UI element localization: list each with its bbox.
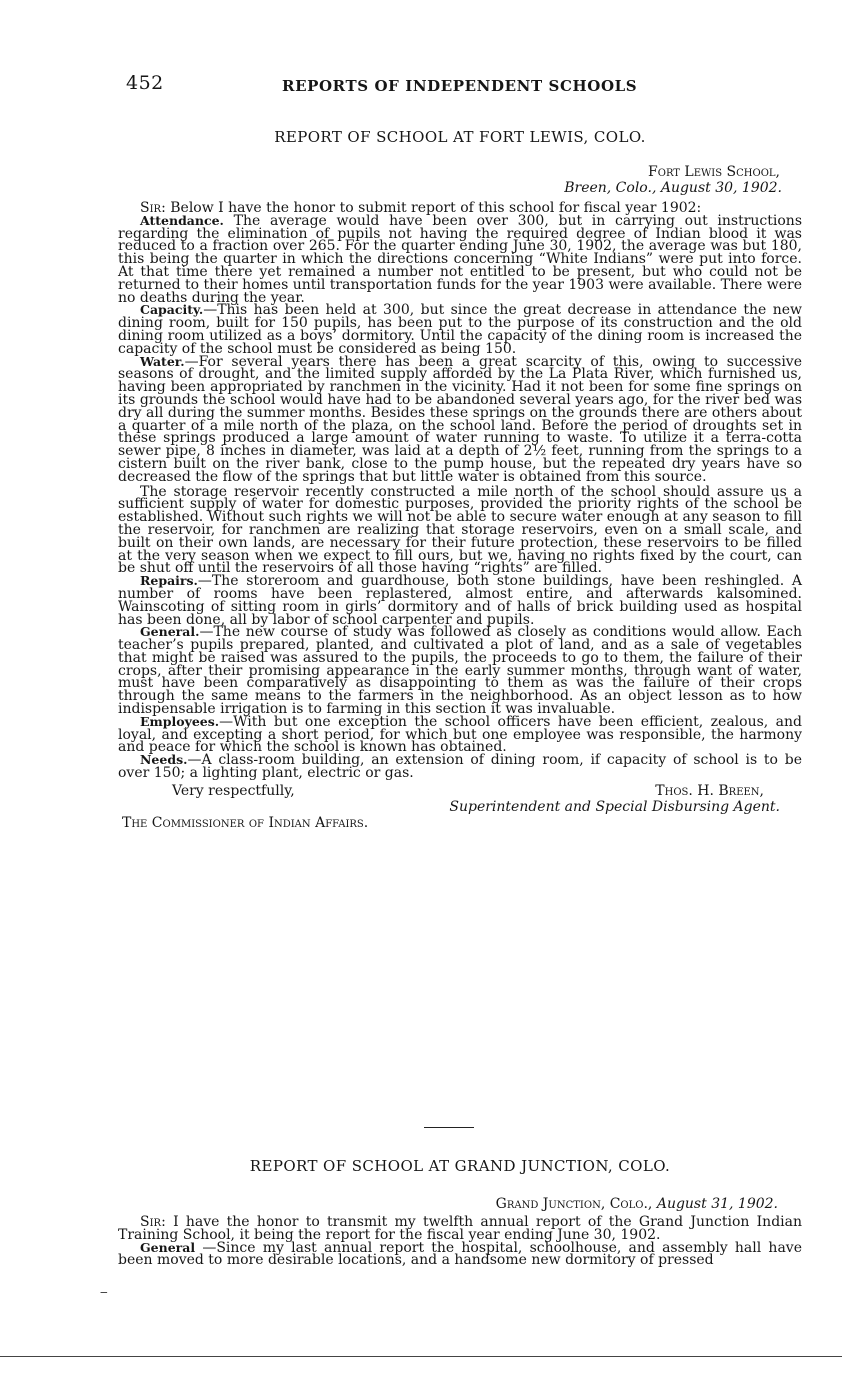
section-divider (424, 1127, 474, 1128)
section-text: —The new course of study was followed as closely as conditions would allow. Each teacher’s pupils prepared, planted, and cultivated a plot of land, and as a sale of vegetables that might be raised was assured to the pupils, the proceeds to go to them, the failure of their crops, after their promising appearance in the early summer months, through want of water, must have been comparatively as disappointing to them as was the failure of their crops through the same means to the farmers in the neighborhood. As an object lesson as to how indispensable irrigation is to farming in this section it was invaluable. (118, 624, 802, 718)
section-text: —This has been held at 300, but since the great decrease in attendance the new dining room, built for 150 pupils, has been put to the purpose of its construction and the old dining room utilized as a boys’ dormitory. Until the capacity of the dining room is increased the capacity of the school must be considered as being 150. (118, 302, 802, 357)
report1-title: REPORT OF SCHOOL AT FORT LEWIS, COLO. (274, 128, 646, 146)
section-lead: Attendance. (140, 212, 224, 228)
section-text: The average would have been over 300, but in carrying out instructions regarding the elimination of pupils not having the required degree of Indian blood it was reduced to a fraction over 265. For the quarter ending June 30, 1902, the average was but 180, this being the quarter in which the directions concerning “White Indians” were put into force. At that time there yet remained a number not entitled to be present, but who could not be returned to their homes until transportation funds for the year 1903 were available. There were no deaths during the year. (118, 212, 803, 306)
section-text: —For several years there has been a great scarcity of this, owing to successive seasons of drought, and the limited supply afforded by the La Plata River, which furnished us, having been appropriated by ranchmen in the vicinity. Had it not been for some fine springs on its grounds the school would have had to be abandoned several years ago, for the river bed was dry all during the summer months. Besides these springs on the grounds there are others about a quarter of a mile north of the plaza, on the school land. Before the period of droughts set in these springs produced a large amount of water running to waste. To utilize it a terra-cotta sewer pipe, 8 inches in diameter, was laid at a depth of 2½ feet, running from the springs to a cistern built on the river bank, close to the pump house, but the repeated dry years have so decreased the flow of the springs that but little water is obtained from this source. (118, 353, 802, 485)
salutation-text: I have the honor to transmit my twelfth annual report of the Grand Junction Indian Training School, it being the report for the fiscal year ending June 30, 1902. (118, 1214, 802, 1243)
section-lead: General. (140, 624, 200, 640)
salutation-lead: Sir: (140, 1214, 166, 1230)
page-edge-line (0, 1356, 842, 1357)
signature-row (118, 783, 802, 799)
section-attendance (118, 212, 803, 306)
section-lead: Needs. (140, 752, 188, 768)
report2-salutation (118, 1216, 802, 1242)
report2-date: August 31, 1902. (656, 1196, 778, 1212)
salutation-lead: Sir: (140, 200, 166, 216)
report1-place: Fort Lewis School, (648, 164, 780, 180)
running-head: REPORTS OF INDEPENDENT SCHOOLS (282, 77, 638, 95)
closing: Very respectfully, (172, 782, 295, 799)
page-number: 452 (126, 72, 164, 94)
section-repairs (118, 575, 802, 626)
section-lead: General (140, 1239, 196, 1255)
section-capacity (118, 304, 802, 355)
report1-body (118, 202, 802, 831)
section-lead: Water. (140, 353, 185, 369)
section-lead: Repairs. (140, 573, 198, 589)
section-general (118, 626, 802, 716)
addressee: The Commissioner of Indian Affairs. (122, 814, 369, 831)
report2-dateline (118, 1196, 802, 1212)
section-lead: Capacity. (140, 302, 204, 318)
report1-dateline: Breen, Colo., August 30, 1902. (564, 180, 782, 196)
section-employees (118, 713, 802, 756)
signer-title: Superintendent and Special Disbursing Agent. (449, 798, 780, 815)
section-text: —With but one exception the school officers have been efficient, zealous, and loyal, and excepting a short period, for which but one employee was responsible, the harmony and peace for which the school is known has obtained. (118, 713, 802, 756)
report2-title: REPORT OF SCHOOL AT GRAND JUNCTION, COLO. (249, 1157, 671, 1175)
section-needs (118, 754, 802, 780)
section-water (118, 353, 802, 485)
section-text: —A class-room building, an extension of dining room, if capacity of school is to be over 150; a lighting plant, electric or gas. (118, 752, 802, 782)
margin-mark: ‒ (100, 1285, 108, 1299)
section-text: —Since my last annual report the hospital, schoolhouse, and assembly hall have been moved to more desirable locations, and a handsome new dormitory of pressed (118, 1239, 802, 1269)
section-lead: Employees. (140, 713, 220, 729)
salutation-text: Below I have the honor to submit report of this school for fiscal year 1902: (170, 200, 702, 216)
section-text: —The storeroom and guardhouse, both stone buildings, have been reshingled. A number of rooms have been replastered, almost entire, and afterwards kalsomined. Wainscoting of sitting room in girls’ dormitory and of halls of brick building used as hospital has been done, all by labor of school carpenter and pupils. (118, 573, 802, 628)
report2-section-general (118, 1239, 802, 1269)
report2-body (118, 1216, 802, 1267)
section-text: The storage reservoir recently constructed a mile north of the school should assure us a sufficient supply of water for domestic purposes, provided the priority rights of the school be established. Without such rights we will not be able to secure water enough at any season to fill the reservoir, for ranchmen are realizing that storage reservoirs, even on a small scale, and built on their own lands, are necessary for their future protection, these reservoirs to be filled at the very season when we expect to fill ours, but we, having no rights fixed by the court, can be shut off until the reservoirs of all those having “rights” are filled. (118, 483, 802, 577)
section-reservoir (118, 483, 802, 577)
signer-name: Thos. H. Breen, (655, 782, 764, 799)
report2-place: Grand Junction, Colo., (495, 1196, 653, 1212)
